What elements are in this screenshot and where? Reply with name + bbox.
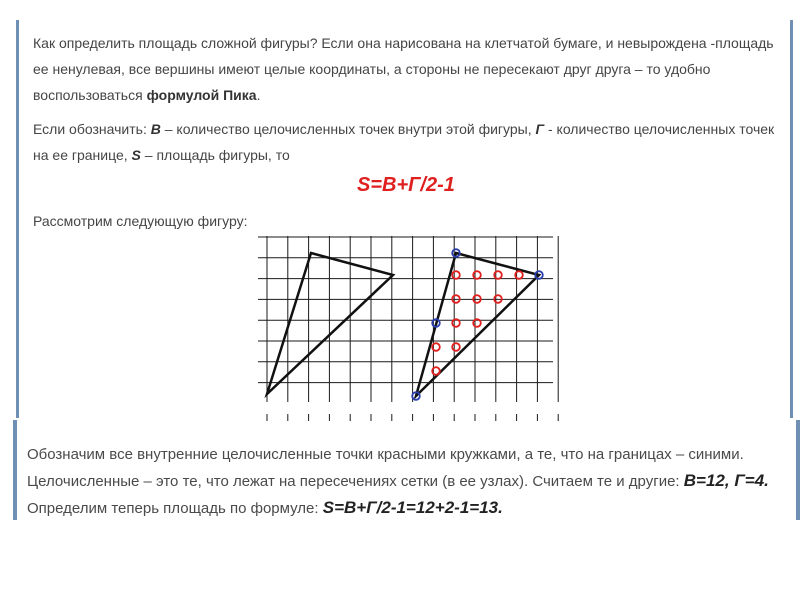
pick-formula: S=В+Г/2-1 (357, 174, 455, 196)
intro-line-2: ее ненулевая, все вершины имеют целые координаты, а стороны не пересекают друг друга – то удобно (33, 61, 711, 77)
conclusion-line-2-text: Целочисленные – это те, что лежат на пересечениях сетки (в ее узлах). Считаем те и другие: (27, 473, 684, 490)
conclusion-line-3-text: Определим теперь площадь по формуле: (27, 500, 323, 517)
definition-text-2: – количество целочисленных точек внутри этой фигуры, (160, 121, 536, 137)
definition-text-4: на ее границе, (33, 147, 132, 163)
var-s: S (131, 147, 141, 163)
definition-text-5: – площадь фигуры, то (140, 147, 290, 163)
definition-text-3: - количество целочисленных точек (544, 121, 775, 137)
conclusion-line-3 (27, 498, 503, 518)
interior-point (473, 271, 481, 279)
interior-point (452, 343, 460, 351)
var-b: В (150, 121, 161, 137)
left-triangle (267, 253, 393, 394)
conclusion-line-2 (27, 471, 769, 491)
interior-point (452, 271, 460, 279)
grid (258, 236, 558, 421)
area-result: S=В+Г/2-1=12+2-1=13. (322, 498, 503, 517)
pick-formula-term: формулой Пика (146, 87, 257, 103)
intro-line-1: Как определить площадь сложной фигуры? Если она нарисована на клетчатой бумаге, и невырождена -площадь (33, 35, 774, 51)
consider-line: Рассмотрим следующую фигуру: (33, 213, 248, 229)
var-g: Г (535, 121, 545, 137)
definition-text-1: Если обозначить: (33, 121, 151, 137)
intro-line-3-post: . (256, 87, 261, 103)
intro-line-3-pre: воспользоваться (33, 87, 147, 103)
count-values: В=12, Г=4. (683, 471, 769, 490)
conclusion-line-1: Обозначим все внутренние целочисленные точки красными кружками, а те, что на границах – синими. (27, 446, 744, 463)
